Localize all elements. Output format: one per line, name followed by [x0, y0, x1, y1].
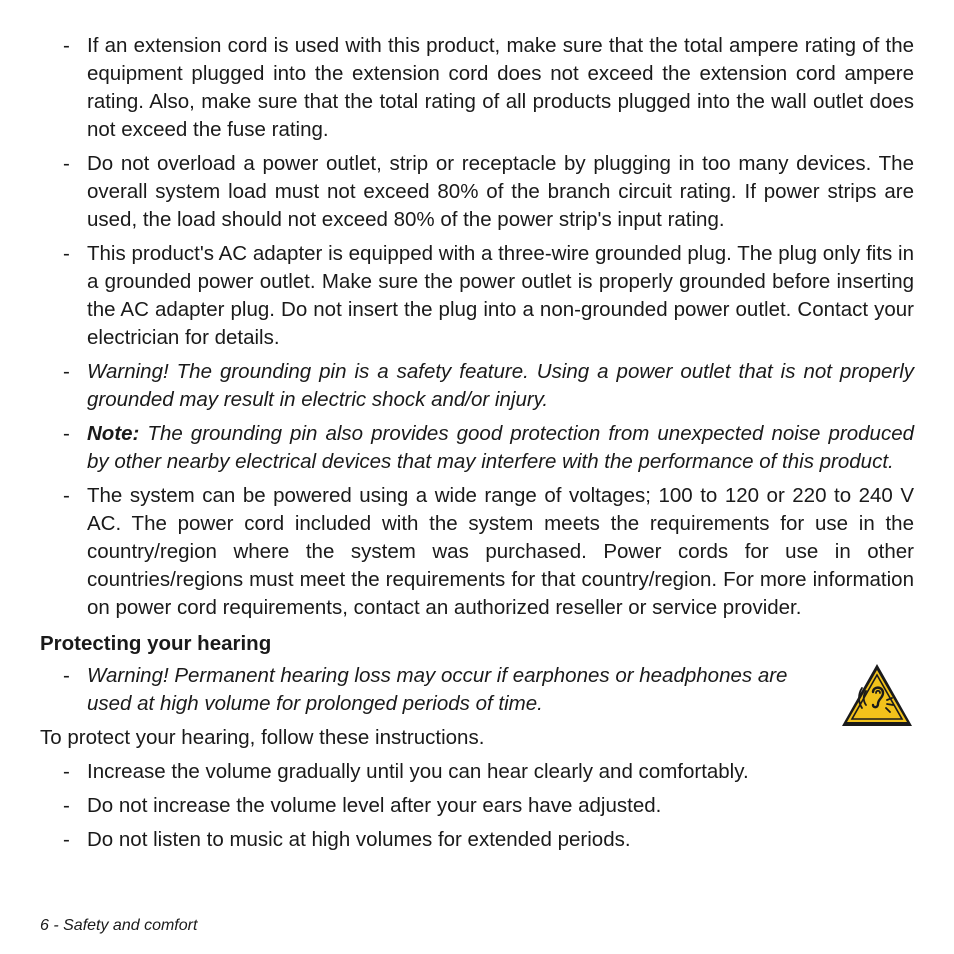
- hearing-warning-item: [40, 662, 914, 718]
- bullet-dash: -: [63, 760, 70, 783]
- note-text: The grounding pin also provides good protection from unexpected noise produced by other nearby electrical devices that may interfere with the performance of this product.: [87, 422, 914, 473]
- list-item: [40, 826, 914, 854]
- list-item-text: If an extension cord is used with this product, make sure that the total ampere rating of the equipment plugged into the extension cord does not exceed the extension cord ampere rating. Also, make sure that the total rating of all products plugged into the wall outlet does not exceed the fuse rating.: [87, 34, 914, 141]
- list-item: [40, 240, 914, 352]
- bullet-dash: -: [63, 34, 70, 57]
- list-item: [40, 150, 914, 234]
- warning-text: Warning! The grounding pin is a safety feature. Using a power outlet that is not properly grounded may result in electric shock and/or injury.: [87, 360, 914, 411]
- grounding-warning-item: [40, 358, 914, 414]
- hearing-intro: To protect your hearing, follow these instructions.: [40, 726, 485, 749]
- bullet-dash: -: [63, 484, 70, 507]
- list-item-text: The system can be powered using a wide range of voltages; 100 to 120 or 220 to 240 V AC. The power cord included with the system meets the requirements for use in the country/region where the system was purchased. Power cords for use in other countries/regions must meet the requirements for that country/region. For more information on power cord requirements, contact an authorized reseller or service provider.: [87, 484, 914, 619]
- bullet-dash: -: [63, 152, 70, 175]
- bullet-dash: -: [63, 828, 70, 851]
- bullet-dash: -: [63, 360, 70, 383]
- list-item-text: This product's AC adapter is equipped with a three-wire grounded plug. The plug only fits in a grounded power outlet. Make sure the power outlet is properly grounded before inserting the AC adapter plug. Do not insert the plug into a non-grounded power outlet. Contact your electrician for details.: [87, 242, 914, 349]
- bullet-dash: -: [63, 794, 70, 817]
- warning-text: Warning! Permanent hearing loss may occur if earphones or headphones are used at high volume for prolonged periods of time.: [87, 664, 788, 715]
- list-item: [40, 32, 914, 144]
- note-label: Note:: [87, 422, 140, 445]
- section-heading: Protecting your hearing: [40, 632, 272, 655]
- hearing-warning-icon: [840, 662, 914, 728]
- bullet-dash: -: [63, 242, 70, 265]
- bullet-dash: -: [63, 664, 70, 687]
- list-item-text: Increase the volume gradually until you can hear clearly and comfortably.: [87, 760, 749, 783]
- document-page: [40, 32, 914, 860]
- list-item: [40, 792, 914, 820]
- list-item-text: Do not listen to music at high volumes for extended periods.: [87, 828, 631, 851]
- page-footer: 6 - Safety and comfort: [40, 917, 198, 934]
- list-item-text: Do not increase the volume level after your ears have adjusted.: [87, 794, 662, 817]
- hearing-warning-list: [40, 662, 914, 718]
- hearing-warning-block: [40, 662, 914, 718]
- power-safety-list: [40, 32, 914, 622]
- bullet-dash: -: [63, 422, 70, 445]
- grounding-note-item: [40, 420, 914, 476]
- list-item: [40, 482, 914, 622]
- list-item-text: Do not overload a power outlet, strip or receptacle by plugging in too many devices. The overall system load must not exceed 80% of the branch circuit rating. If power strips are used, the load should not exceed 80% of the power strip's input rating.: [87, 152, 914, 231]
- list-item: [40, 758, 914, 786]
- hearing-instructions-list: [40, 758, 914, 854]
